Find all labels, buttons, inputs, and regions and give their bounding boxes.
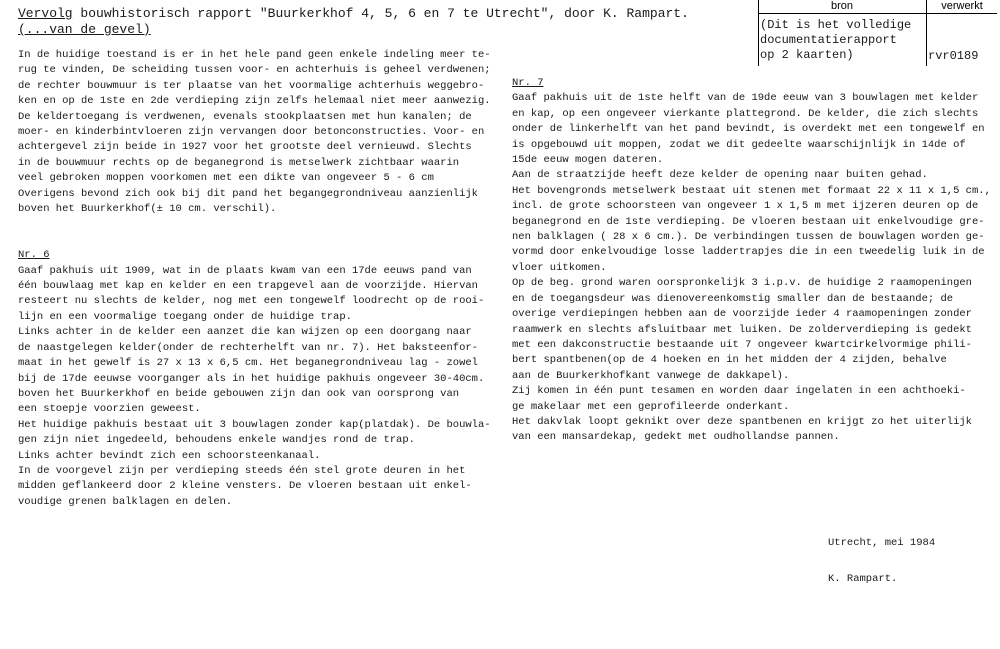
text-line: 15de eeuw mogen dateren. <box>512 154 664 167</box>
text-line: gen zijn niet ingedeeld, behoudens enkele wandjes rond de trap. <box>18 434 415 447</box>
verwerkt-header: verwerkt <box>927 0 997 14</box>
text-line: Overigens bevond zich ook bij dit pand het begangegrondniveau aanzienlijk <box>18 187 478 200</box>
text-line: maat in het gewelf is 27 x 13 x 6,5 cm. Het beganegrondniveau lag - zowel <box>18 357 478 370</box>
text-line: vormd door enkelvoudige losse laddertrapjes die in een tweedelig luik in de <box>512 246 985 259</box>
text-line: Gaaf pakhuis uit 1909, wat in de plaats kwam van een 17de eeuws pand van <box>18 264 472 277</box>
text-line: nen balklagen ( 28 x 6 cm.). De verbindingen tussen de bouwlagen worden ge- <box>512 231 985 244</box>
report-subtitle: (...van de gevel) <box>18 22 151 37</box>
text-line: onder de linkerhelft van het pand bevindt, is overdekt met een tongewelf en <box>512 123 985 136</box>
text-line: de naastgelegen kelder(onder de rechterhelft van nr. 7). Het baksteenfor- <box>18 341 478 354</box>
text-line: Aan de straatzijde heeft deze kelder de opening naar buiten gehad. <box>512 169 928 182</box>
text-line: ken en op de 1ste en 2de verdieping zijn zelfs helemaal niet meer aanwezig. <box>18 95 491 108</box>
text-line: Links achter bevindt zich een schoorsteenkanaal. <box>18 449 321 462</box>
report-title <box>18 6 748 21</box>
text-line: Links achter in de kelder een aanzet die kan wijzen op een doorgang naar <box>18 326 472 339</box>
left-column <box>18 48 500 510</box>
text-line: aan de Buurkerkhofkant vanwege de dakkapel). <box>512 369 790 382</box>
text-line: overige verdiepingen hebben aan de voorzijde ieder 4 raamopeningen zonder <box>512 308 972 321</box>
text-line: incl. de grote schoorsteen van ongeveer 1 x 1,5 m met ijzeren deuren op de <box>512 200 979 213</box>
intro-paragraph <box>18 48 500 217</box>
text-line: Het bovengronds metselwerk bestaat uit stenen met formaat 22 x 11 x 1,5 cm., <box>512 184 991 197</box>
text-line: resteert nu slechts de kelder, nog met een tongewelf loodrecht op de rooi- <box>18 295 485 308</box>
text-line: voudige grenen balklagen en delen. <box>18 495 233 508</box>
text-line: en de toegangsdeur was dienovereenkomstig smaller dan de bestaande; de <box>512 292 954 305</box>
text-line: bert spantbenen(op de 4 hoeken en in het midden der 4 zijden, behalve <box>512 354 947 367</box>
text-line: één bouwlaag met kap en kelder en een trapgevel aan de voorzijde. Hiervan <box>18 280 478 293</box>
section-6-heading: Nr. 6 <box>18 249 50 262</box>
text-line: moer- en kinderbintvloeren zijn vervangen door betonconstructies. Voor- en <box>18 126 485 139</box>
text-line: en kap, op een ongeveer vierkante plattegrond. De kelder, die zich slechts <box>512 107 979 120</box>
source-note: (Dit is het volledige documentatierapport op 2 kaarten) <box>760 18 912 62</box>
title-rest: bouwhistorisch rapport "Buurkerkhof 4, 5, 6 en 7 te Utrecht", door K. Rampart. <box>72 6 689 21</box>
text-line: Het dakvlak loopt geknikt over deze spantbenen en krijgt zo het uiterlijk <box>512 415 972 428</box>
text-line: Gaaf pakhuis uit de 1ste helft van de 19de eeuw van 3 bouwlagen met kelder <box>512 92 979 105</box>
text-line: van een mansardekap, gedekt met oudhollandse pannen. <box>512 431 840 444</box>
text-line: ge makelaar met een geprofileerde onderkant. <box>512 400 790 413</box>
archive-code: rvr0189 <box>928 49 979 63</box>
section-6-body <box>18 264 500 511</box>
text-line: In de voorgevel zijn per verdieping steeds één stel grote deuren in het <box>18 464 466 477</box>
text-line: de rechter bouwmuur is ter plaatse van het voormalige achterhuis weggebro- <box>18 79 485 92</box>
signature-place-date: Utrecht, mei 1984 <box>828 537 936 549</box>
text-line: bij de 17de eeuwse voorganger als in het huidige pakhuis ongeveer 30-40cm. <box>18 372 485 385</box>
text-line: is opgebouwd uit moppen, zodat we dit gedeelte waarschijnlijk in 14de of <box>512 138 966 151</box>
text-line: een stoepje voorzien geweest. <box>18 403 201 416</box>
text-line: boven het Buurkerkhof en beide gebouwen zijn dan ook van oorsprong van <box>18 387 460 400</box>
bron-header: bron <box>758 0 927 14</box>
text-line: In de huidige toestand is er in het hele pand geen enkele indeling meer te- <box>18 49 491 61</box>
signature-name: K. Rampart. <box>828 573 898 585</box>
text-line: midden geflankeerd door 2 kleine vensters. De vloeren bestaan uit enkel- <box>18 480 472 493</box>
text-line: Zij komen in één punt tesamen en worden daar ingelaten in een achthoeki- <box>512 385 966 398</box>
right-column <box>512 76 992 446</box>
text-line: vloer uitkomen. <box>512 261 607 274</box>
title-underlined-word: Vervolg <box>18 6 73 21</box>
text-line: Het huidige pakhuis bestaat uit 3 bouwlagen zonder kap(platdak). De bouwla- <box>18 418 491 431</box>
text-line: met een dakconstructie bestaande uit 7 ongeveer kwartcirkelvormige phili- <box>512 338 972 351</box>
text-line: rug te vinden, De scheiding tussen voor- en achterhuis is geheel verdwenen; <box>18 64 491 77</box>
section-7-heading: Nr. 7 <box>512 77 544 89</box>
section-7-body <box>512 91 992 445</box>
text-line: Op de beg. grond waren oorspronkelijk 3 i.p.v. de huidige 2 raamopeningen <box>512 277 972 290</box>
text-line: boven het Buurkerkhof(± 10 cm. verschil). <box>18 203 277 216</box>
text-line: lijn en een voormalige toegang onder de huidige trap. <box>18 310 352 323</box>
text-line: achtergevel zijn beide in 1927 voor het grootste deel vernieuwd. Slechts <box>18 141 472 154</box>
source-box <box>758 0 998 66</box>
text-line: raamwerk en slechts afsluitbaar met luiken. De zolderverdieping is gedekt <box>512 323 972 336</box>
text-line: in de bouwmuur rechts op de beganegrond is metselwerk zichtbaar waarin <box>18 156 460 169</box>
text-line: De keldertoegang is verdwenen, evenals stookplaatsen met hun kanalen; de <box>18 110 472 123</box>
text-line: veel gebroken moppen voorkomen met een dikte van ongeveer 5 - 6 cm <box>18 172 434 185</box>
text-line: beganegrond en de 1ste verdieping. De vloeren bestaan uit enkelvoudige gre- <box>512 215 985 228</box>
